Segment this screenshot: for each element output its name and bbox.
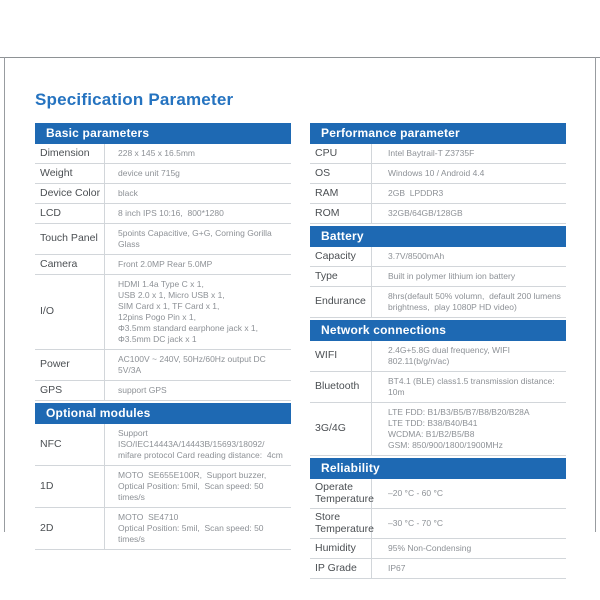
section-performance-parameter [310, 123, 566, 224]
value-line: 95% Non-Condensing [388, 543, 472, 553]
value-line: 32GB/64GB/128GB [388, 208, 463, 218]
row-value [372, 509, 566, 538]
row-label: Bluetooth [310, 372, 372, 402]
value-line: MOTO SE655E100R, Support buzzer, [118, 470, 267, 480]
row-label: Humidity [310, 539, 372, 558]
row-value [105, 350, 291, 380]
value-line: Optical Position: 5mil, Scan speed: 50 times/s [118, 481, 266, 502]
section-header-reliability: Reliability [310, 458, 566, 479]
table-row-device-color [35, 184, 291, 204]
value-line: LTE TDD: B38/B40/B41 [388, 418, 478, 428]
value-line: brightness, play 1080P HD video) [388, 302, 517, 312]
section-battery [310, 226, 566, 318]
table-row-os [310, 164, 566, 184]
row-value [372, 164, 566, 183]
value-line: Intel Baytrail-T Z3735F [388, 148, 475, 158]
table-row-rom [310, 204, 566, 224]
row-label: Camera [35, 255, 105, 274]
row-label: 1D [35, 466, 105, 507]
section-header-battery: Battery [310, 226, 566, 247]
row-label: I/O [35, 275, 105, 349]
value-line: Front 2.0MP Rear 5.0MP [118, 259, 213, 269]
row-value [105, 184, 291, 203]
row-label: OS [310, 164, 372, 183]
value-line: IP67 [388, 563, 406, 573]
table-row-gps [35, 381, 291, 401]
left-column [35, 123, 291, 550]
value-line: 2GB LPDDR3 [388, 188, 444, 198]
section-header-network-connections: Network connections [310, 320, 566, 341]
row-value [105, 224, 291, 254]
row-label: Endurance [310, 287, 372, 317]
row-value [105, 204, 291, 223]
table-row-humidity [310, 539, 566, 559]
section-header-basic-parameters: Basic parameters [35, 123, 291, 144]
value-line: 8hrs(default 50% volumn, default 200 lumens [388, 291, 561, 301]
row-value [372, 204, 566, 223]
value-line: USB 2.0 x 1, Micro USB x 1, [118, 290, 225, 300]
page-frame-left [4, 57, 5, 532]
value-line: 5points Capacitive, G+G, Corning Gorilla Glass [118, 228, 275, 249]
row-value [372, 184, 566, 203]
value-line: Optical Position: 5mil, Scan speed: 50 times/s [118, 523, 266, 544]
table-row-wifi [310, 341, 566, 372]
table-row-power [35, 350, 291, 381]
row-label: Operate Temperature [310, 479, 372, 508]
section-optional-modules [35, 403, 291, 550]
table-row-nfc [35, 424, 291, 466]
table-row-operate-temperature [310, 479, 566, 509]
row-label: ROM [310, 204, 372, 223]
row-label: Weight [35, 164, 105, 183]
right-column [310, 123, 566, 579]
row-value [105, 144, 291, 163]
value-line: SIM Card x 1, TF Card x 1, [118, 301, 220, 311]
row-value [105, 164, 291, 183]
table-row-weight [35, 164, 291, 184]
row-label: RAM [310, 184, 372, 203]
value-line: AC100V ~ 240V, 50Hz/60Hz output DC 5V/3A [118, 354, 269, 375]
row-value [372, 559, 566, 578]
table-row-i-o [35, 275, 291, 350]
row-label: IP Grade [310, 559, 372, 578]
row-label: Device Color [35, 184, 105, 203]
page-title: Specification Parameter [35, 90, 234, 109]
value-line: –30 °C - 70 °C [388, 518, 443, 528]
row-label: Capacity [310, 247, 372, 266]
table-row-lcd [35, 204, 291, 224]
value-line: Built in polymer lithium ion battery [388, 271, 516, 281]
row-value [372, 403, 566, 455]
row-label: Power [35, 350, 105, 380]
table-row-3g-4g [310, 403, 566, 456]
page-frame-top [0, 57, 600, 58]
row-value [372, 341, 566, 371]
section-network-connections [310, 320, 566, 456]
table-row-ip-grade [310, 559, 566, 579]
table-row-touch-panel [35, 224, 291, 255]
value-line: WCDMA: B1/B2/B5/B8 [388, 429, 475, 439]
row-label: GPS [35, 381, 105, 400]
value-line: Support ISO/IEC14443A/14443B/15693/18092/ [118, 428, 265, 449]
row-label: NFC [35, 424, 105, 465]
table-row-bluetooth [310, 372, 566, 403]
value-line: 3.7V/8500mAh [388, 251, 445, 261]
row-label: WIFI [310, 341, 372, 371]
value-line: GSM: 850/900/1800/1900MHz [388, 440, 503, 450]
value-line: BT4.1 (BLE) class1.5 transmission distance: 10m [388, 376, 560, 397]
row-value [372, 287, 566, 317]
table-row-dimension [35, 144, 291, 164]
value-line: MOTO SE4710 [118, 512, 179, 522]
table-row-ram [310, 184, 566, 204]
table-row-store-temperature [310, 509, 566, 539]
row-label: 3G/4G [310, 403, 372, 455]
row-value [105, 275, 291, 349]
value-line: 228 x 145 x 16.5mm [118, 148, 196, 158]
row-value [372, 247, 566, 266]
value-line: Windows 10 / Android 4.4 [388, 168, 485, 178]
row-value [105, 466, 291, 507]
value-line: device unit 715g [118, 168, 180, 178]
value-line: support GPS [118, 385, 167, 395]
table-row-endurance [310, 287, 566, 318]
table-row-cpu [310, 144, 566, 164]
section-reliability [310, 458, 566, 579]
section-basic-parameters [35, 123, 291, 401]
row-value [105, 508, 291, 549]
value-line: Φ3.5mm DC jack x 1 [118, 334, 197, 344]
table-row-1d [35, 466, 291, 508]
row-value [105, 381, 291, 400]
row-label: Touch Panel [35, 224, 105, 254]
table-row-camera [35, 255, 291, 275]
row-value [372, 479, 566, 508]
value-line: 8 inch IPS 10:16, 800*1280 [118, 208, 224, 218]
value-line: mifare protocol Card reading distance: 4cm [118, 450, 283, 460]
row-value [372, 144, 566, 163]
value-line: 2.4G+5.8G dual frequency, WIFI 802.11(b/g/n/ac) [388, 345, 513, 366]
section-header-optional-modules: Optional modules [35, 403, 291, 424]
row-label: Dimension [35, 144, 105, 163]
page-frame-right [595, 57, 596, 532]
row-label: 2D [35, 508, 105, 549]
value-line: LTE FDD: B1/B3/B5/B7/B8/B20/B28A [388, 407, 530, 417]
value-line: 12pins Pogo Pin x 1, [118, 312, 196, 322]
table-row-capacity [310, 247, 566, 267]
row-label: LCD [35, 204, 105, 223]
value-line: Φ3.5mm standard earphone jack x 1, [118, 323, 259, 333]
row-value [372, 539, 566, 558]
row-label: Type [310, 267, 372, 286]
value-line: black [118, 188, 138, 198]
section-header-performance-parameter: Performance parameter [310, 123, 566, 144]
row-value [105, 424, 291, 465]
row-label: CPU [310, 144, 372, 163]
row-value [372, 372, 566, 402]
value-line: –20 °C - 60 °C [388, 488, 443, 498]
value-line: HDMI 1.4a Type C x 1, [118, 279, 204, 289]
row-value [372, 267, 566, 286]
table-row-2d [35, 508, 291, 550]
table-row-type [310, 267, 566, 287]
row-value [105, 255, 291, 274]
row-label: Store Temperature [310, 509, 372, 538]
